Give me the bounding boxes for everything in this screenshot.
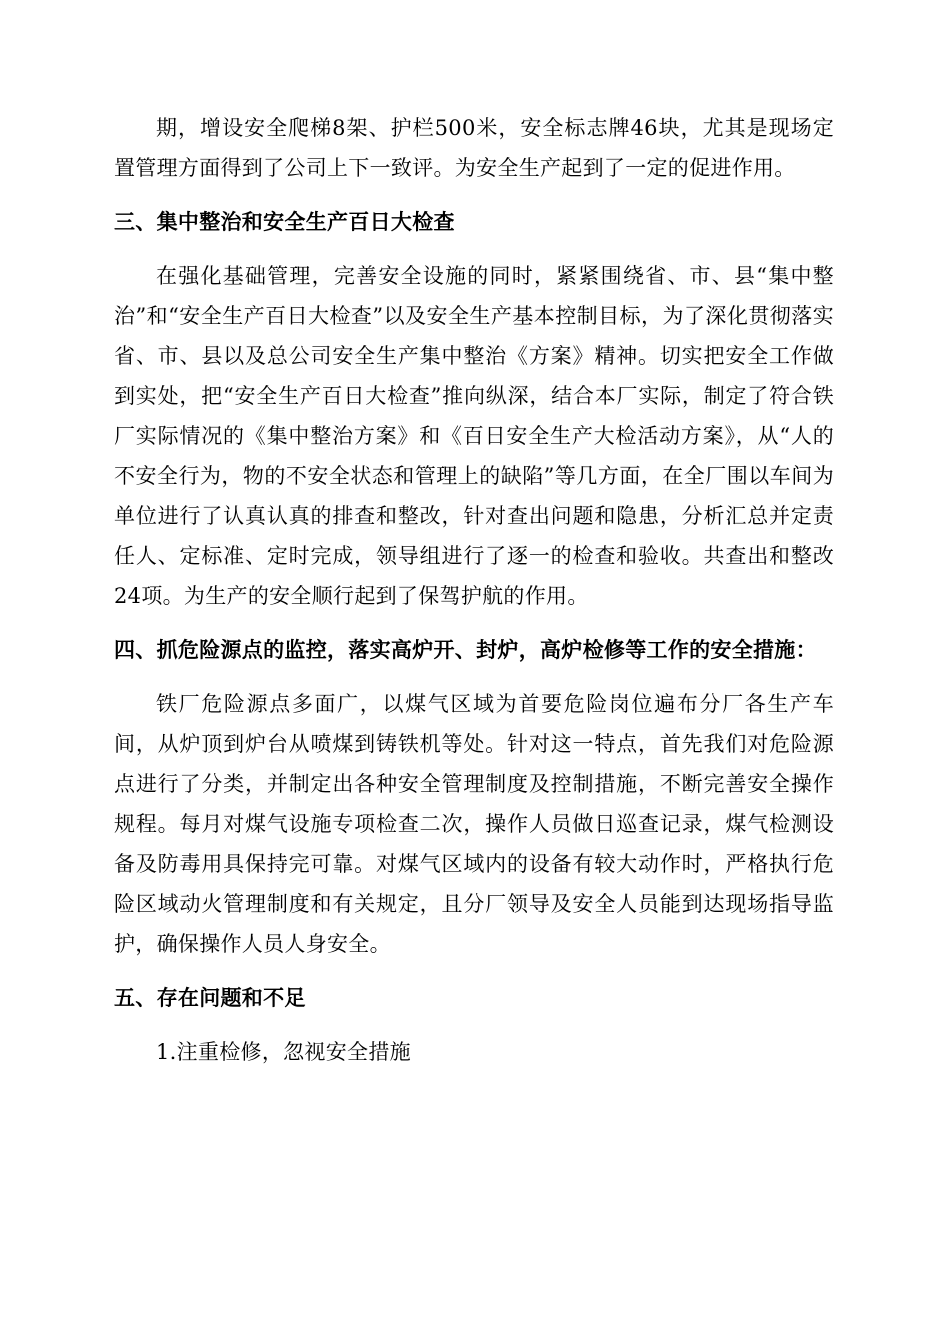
document-page [114,108,834,1072]
paragraph-rectification: 在强化基础管理，完善安全设施的同时，紧紧围绕省、市、县“集中整治”和“安全生产百日大检查”以及安全生产基本控制目标，为了深化贯彻落实省、市、县以及总公司安全生产集中整治《方案》精神。切实把安全工作做到实处，把“安全生产百日大检查”推向纵深，结合本厂实际，制定了符合铁厂实际情况的《集中整治方案》和《百日安全生产大检活动方案》，从“人的不安全行为，物的不安全状态和管理上的缺陷”等几方面，在全厂围以车间为单位进行了认真认真的排查和整改，针对查出问题和隐患，分析汇总并定责任人、定标准、定时完成，领导组进行了逐一的检查和验收。共查出和整改24项。为生产的安全顺行起到了保驾护航的作用。 [114,264,834,608]
heading-section-3: 三、集中整治和安全生产百日大检查 [114,210,455,234]
heading-section-5: 五、存在问题和不足 [114,986,306,1010]
list-item-1: 1.注重检修，忽视安全措施 [156,1040,411,1064]
paragraph-safety-facilities: 期，增设安全爬梯8架、护栏500米，安全标志牌46块，尤其是现场定置管理方面得到了公司上下一致评。为安全生产起到了一定的促进作用。 [114,116,834,180]
heading-section-4: 四、抓危险源点的监控，落实高炉开、封炉，高炉检修等工作的安全措施： [114,638,817,662]
paragraph-hazard-monitoring: 铁厂危险源点多面广，以煤气区域为首要危险岗位遍布分厂各生产车间，从炉顶到炉台从喷煤到铸铁机等处。针对这一特点，首先我们对危险源点进行了分类，并制定出各种安全管理制度及控制措施，不断完善安全操作规程。每月对煤气设施专项检查二次，操作人员做日巡查记录，煤气检测设备及防毒用具保持完可靠。对煤气区域内的设备有较大动作时，严格执行危险区域动火管理制度和有关规定，且分厂领导及安全人员能到达现场指导监护，确保操作人员人身安全。 [114,692,834,956]
